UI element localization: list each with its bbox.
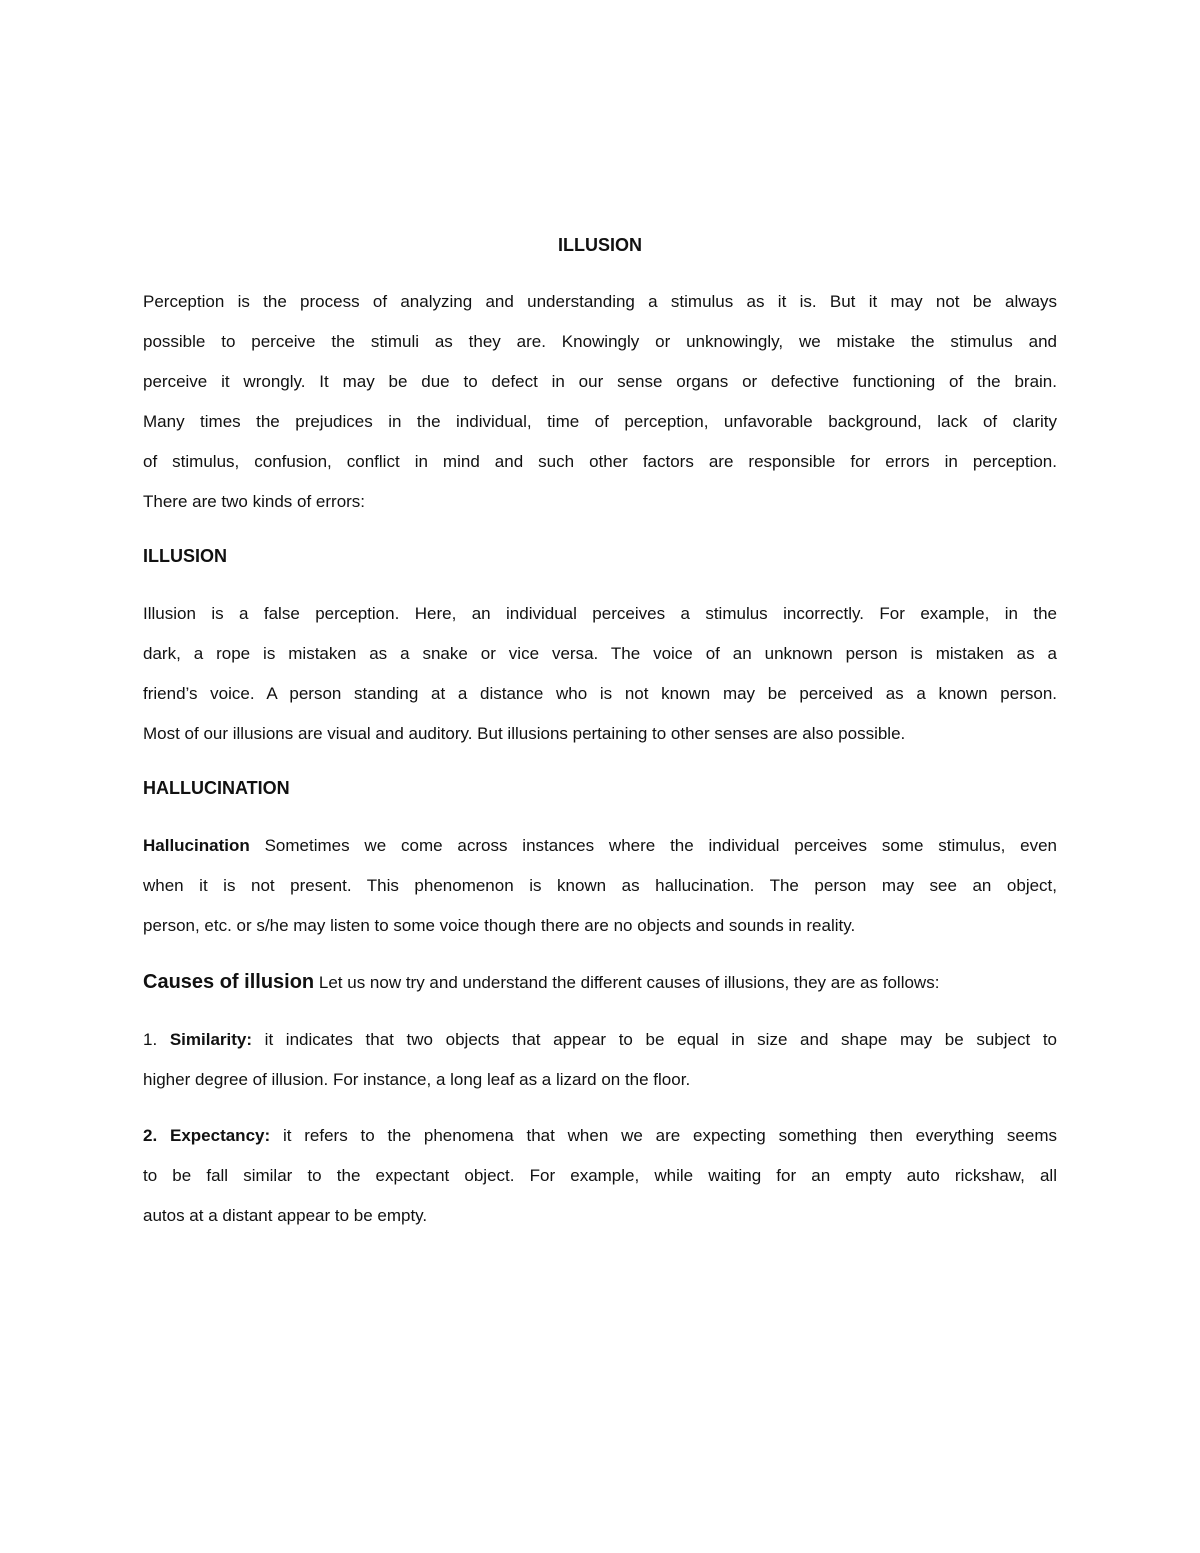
text-span: Sometimes we come across instances where the individual perceives some stimulus, even [249, 836, 1057, 855]
text-line: higher degree of illusion. For instance, a long leaf as a lizard on the floor. [143, 1070, 691, 1089]
text-line [143, 1030, 1057, 1070]
item-number: 1. [143, 1030, 170, 1049]
cause-item-similarity [143, 1030, 1057, 1110]
document-title: ILLUSION [558, 235, 642, 255]
text-line: of stimulus, confusion, conflict in mind and such other factors are responsible for errors in perception. [143, 452, 1057, 471]
text-line: perceive it wrongly. It may be due to defect in our sense organs or defective functioning of the brain. [143, 372, 1057, 391]
text-line: autos at a distant appear to be empty. [143, 1206, 428, 1225]
text-line: Most of our illusions are visual and auditory. But illusions pertaining to other senses are also possible. [143, 724, 906, 743]
hallucination-heading: HALLUCINATION [143, 778, 290, 798]
text-line: when it is not present. This phenomenon is known as hallucination. The person may see an object, [143, 876, 1057, 895]
text-line: Illusion is a false perception. Here, an individual perceives a stimulus incorrectly. For example, in the [143, 604, 1057, 623]
illusion-heading: ILLUSION [143, 546, 227, 566]
text-line [143, 1126, 1057, 1166]
intro-paragraph [143, 292, 1057, 532]
text-line: possible to perceive the stimuli as they are. Knowingly or unknowingly, we mistake the stimulus and [143, 332, 1057, 351]
text-line: Many times the prejudices in the individual, time of perception, unfavorable background, lack of clarity [143, 412, 1057, 431]
text-line [143, 836, 1057, 876]
illusion-paragraph [143, 604, 1057, 764]
causes-lead: Causes of illusion [143, 971, 315, 993]
text-line: There are two kinds of errors: [143, 492, 366, 511]
text-span: Let us now try and understand the different causes of illusions, they are as follows: [314, 973, 940, 992]
text-line: to be fall similar to the expectant object. For example, while waiting for an empty auto rickshaw, all [143, 1166, 1057, 1185]
text-line: Perception is the process of analyzing and understanding a stimulus as it is. But it may not be always [143, 292, 1057, 311]
cause-item-expectancy [143, 1126, 1057, 1246]
item-lead: 2. Expectancy: [143, 1126, 271, 1145]
text-line: dark, a rope is mistaken as a snake or vice versa. The voice of an unknown person is mistaken as a [143, 644, 1057, 663]
text-line: person, etc. or s/he may listen to some voice though there are no objects and sounds in reality. [143, 916, 856, 935]
text-line: friend’s voice. A person standing at a distance who is not known may be perceived as a known person. [143, 684, 1057, 703]
text-span: it indicates that two objects that appear to be equal in size and shape may be subject to [252, 1030, 1058, 1049]
hallucination-lead: Hallucination [143, 836, 250, 855]
causes-paragraph [143, 972, 1057, 1012]
hallucination-paragraph [143, 836, 1057, 956]
item-lead: Similarity: [169, 1030, 253, 1049]
text-line [143, 972, 1057, 1012]
text-span: it refers to the phenomena that when we are expecting something then everything seems [270, 1126, 1057, 1145]
